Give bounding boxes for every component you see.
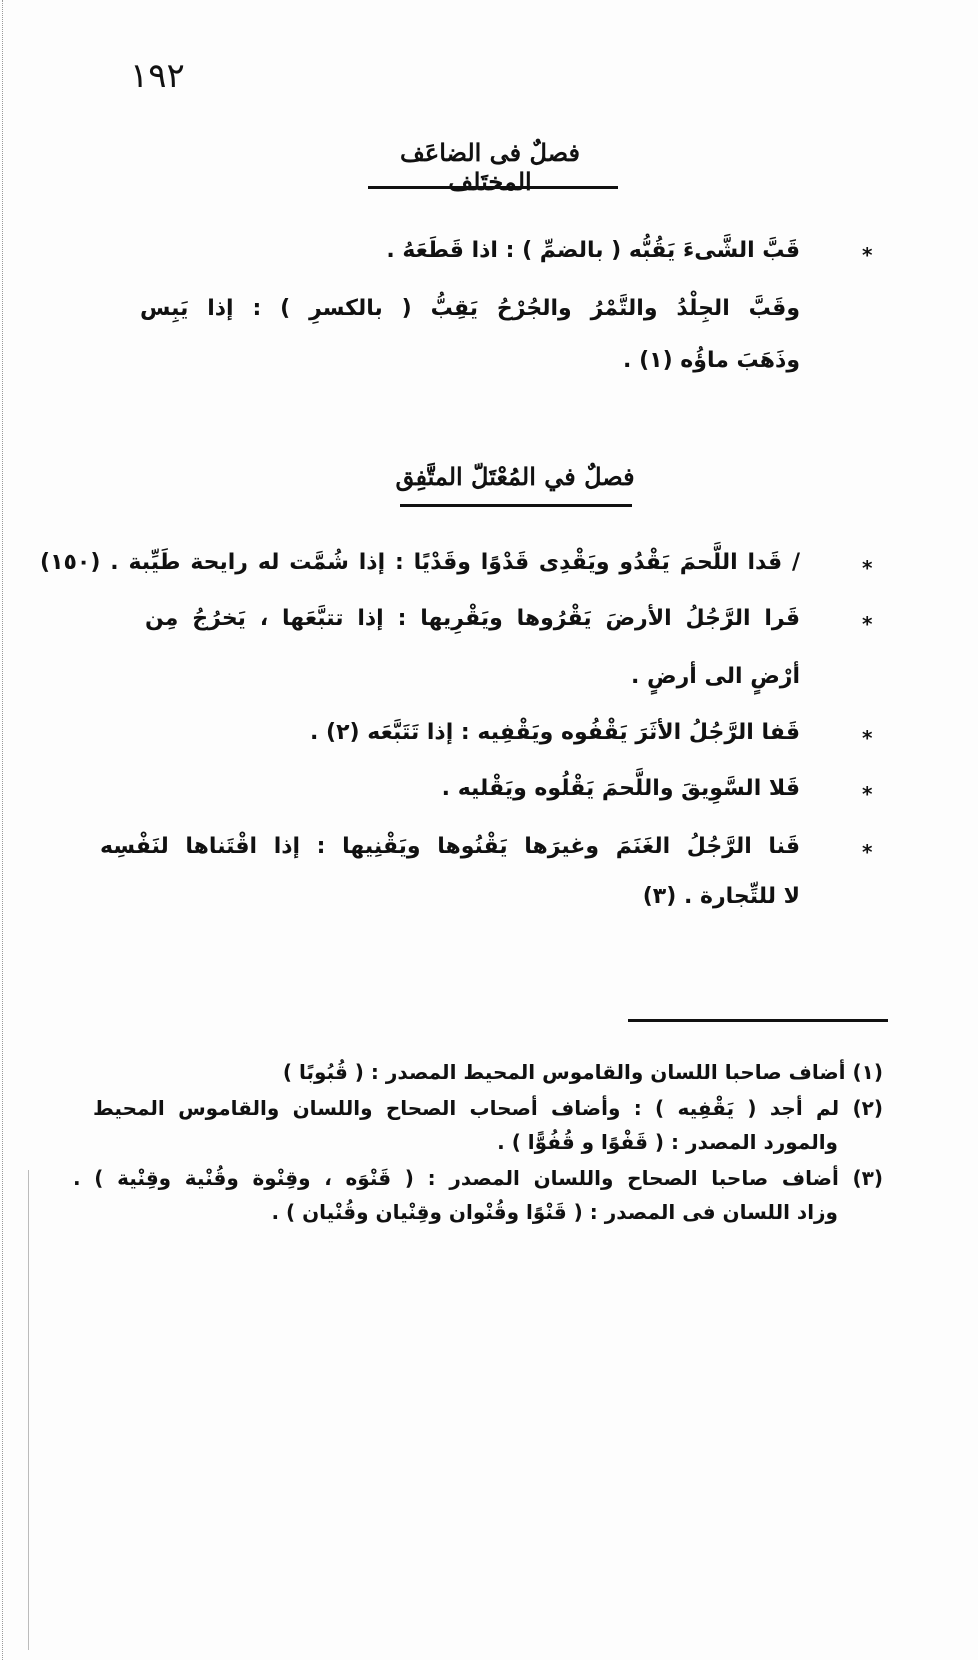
entry-marker: * bbox=[862, 612, 873, 636]
entry-line: أرْضٍ الى أرضٍ . bbox=[631, 664, 800, 689]
footnote-line: (٣) أضاف صاحبا الصحاح واللسان المصدر : ( قَنْوَه ، وقِنْوة وقُنْية وقِنْية ) . bbox=[73, 1166, 883, 1190]
entry-line: وذَهَبَ ماؤُه (١) . bbox=[623, 348, 800, 373]
entry-marker: * bbox=[862, 556, 873, 580]
entry-line: قَلا السَّوِيقَ واللَّحمَ يَقْلُوه ويَقْليه . bbox=[441, 776, 800, 801]
footnote-line: وزاد اللسان فى المصدر : ( قَنْوًا وقُنْوان وقِنْيان وقُنْيان ) . bbox=[271, 1200, 838, 1224]
entry-line: قَرا الرَّجُلُ الأرضَ يَقْرُوها ويَقْرِيها : إذا تتبَّعَها ، يَخرُجُ مِن bbox=[145, 606, 800, 631]
footnote-line: والمورد المصدر : ( قَفْوًا و قُفُوًّا ) . bbox=[497, 1130, 838, 1154]
entry-marker: * bbox=[862, 726, 873, 750]
entry-line: قَنا الرَّجُلُ الغَنَمَ وغيرَها يَقْنُوها ويَقْنِيها : إذا اقْتَناها لنَفْسِه bbox=[100, 834, 800, 859]
scan-edge-line bbox=[28, 1170, 29, 1650]
section-heading: فصلٌ فى الضاعَف المختَلف bbox=[400, 138, 580, 196]
entry-marker: * bbox=[862, 243, 873, 267]
entry-marker: * bbox=[862, 840, 873, 864]
footnote-line: (١) أضاف صاحبا اللسان والقاموس المحيط المصدر : ( قُبُوبًا ) bbox=[282, 1060, 883, 1084]
entry-line: وقَبَّ الجِلْدُ والتَّمْرُ والجُرْحُ يَقِبُّ ( بالكسرِ ) : إذا يَبِس bbox=[140, 296, 800, 321]
entry-line: لا للتِّجارة . (٣) bbox=[642, 884, 800, 909]
entry-line: / قَدا اللَّحمَ يَقْدُو ويَقْدِى قَدْوًا وقَدْيًا : إذا شُمَّت له رايحة طَيِّبة . (١٥٠) bbox=[40, 550, 800, 575]
footnote-line: (٢) لم أجد ( يَقْفِيه ) : وأضاف أصحاب الصحاح واللسان والقاموس المحيط bbox=[93, 1096, 883, 1120]
footnote-divider bbox=[628, 1019, 888, 1022]
heading-underline bbox=[368, 186, 618, 189]
page-number: ١٩٢ bbox=[130, 56, 185, 96]
entry-line: قَبَّ الشَّىءَ يَقُبُّه ( بالضمِّ ) : اذا قَطَعَهُ . bbox=[386, 238, 800, 263]
section-heading: فصلٌ في المُعْتَلّ المتَّفِق bbox=[395, 462, 635, 491]
scan-edge-line bbox=[2, 0, 3, 1660]
entry-marker: * bbox=[862, 782, 873, 806]
entry-line: قَفا الرَّجُلُ الأثَرَ يَقْفُوه ويَقْفِيه : إذا تَتَبَّعَه (٢) . bbox=[310, 720, 800, 745]
heading-underline bbox=[400, 504, 632, 507]
